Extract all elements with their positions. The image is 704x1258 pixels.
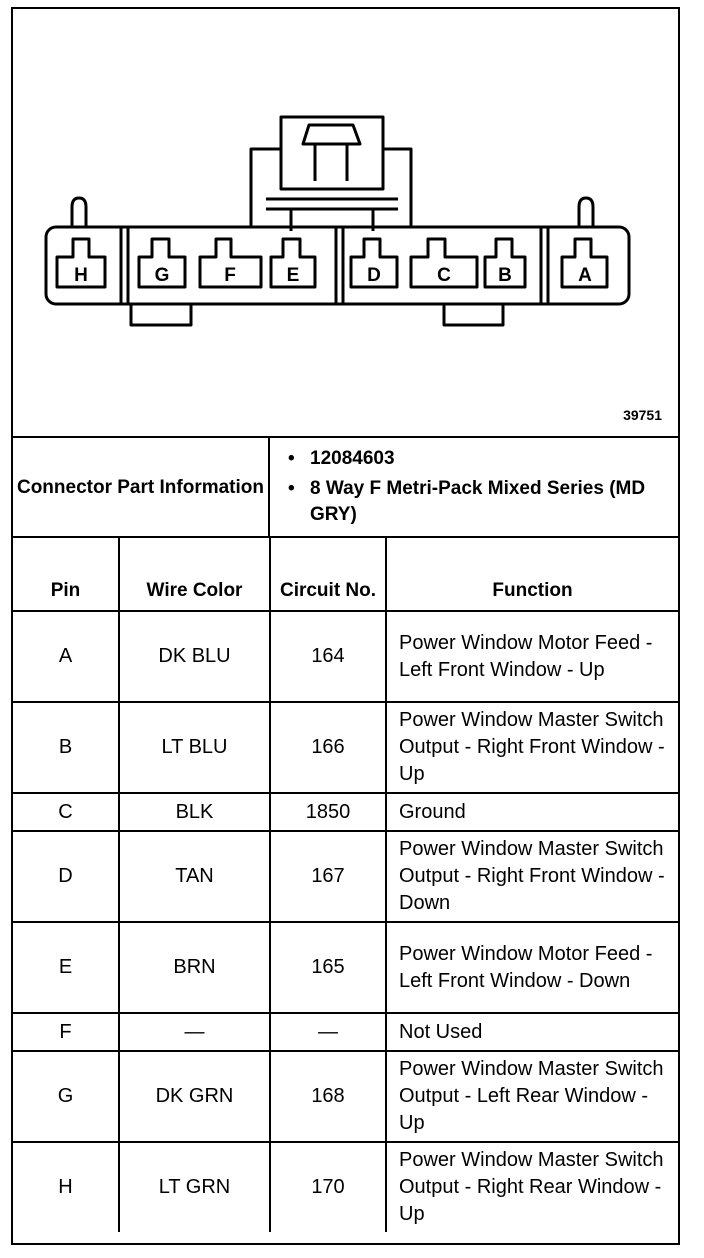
header-circuit-no: Circuit No.	[270, 537, 386, 611]
pin-cell: G	[13, 1051, 119, 1142]
pin-label-b: B	[498, 265, 512, 286]
function-cell: Not Used	[386, 1013, 678, 1051]
circuit-cell: 168	[270, 1051, 386, 1142]
table-row	[13, 831, 678, 922]
connector-sheet	[11, 7, 680, 1245]
pin-cell: H	[13, 1142, 119, 1232]
function-cell: Power Window Master Switch Output - Right Rear Window - Up	[386, 1142, 678, 1232]
pin-label-h: H	[74, 265, 88, 286]
connector-info-label: Connector Part Information	[13, 437, 269, 536]
connector-diagram	[13, 9, 678, 436]
wire-color-cell: —	[119, 1013, 270, 1051]
connector-face-drawing	[13, 9, 678, 436]
part-number: • 12084603	[310, 446, 678, 472]
pin-label-d: D	[367, 265, 381, 286]
function-cell: Power Window Master Switch Output - Left Rear Window - Up	[386, 1051, 678, 1142]
pin-cell: B	[13, 702, 119, 793]
table-row	[13, 922, 678, 1013]
pin-label-e: E	[286, 265, 300, 286]
circuit-cell: 166	[270, 702, 386, 793]
table-row	[13, 793, 678, 831]
wire-color-cell: TAN	[119, 831, 270, 922]
table-row	[13, 1051, 678, 1142]
function-cell: Power Window Master Switch Output - Right Front Window - Down	[386, 831, 678, 922]
table-row	[13, 611, 678, 702]
pin-label-c: C	[437, 265, 451, 286]
connector-info-table	[13, 436, 678, 536]
table-row	[13, 1142, 678, 1232]
circuit-cell: 164	[270, 611, 386, 702]
pin-label-f: F	[224, 265, 236, 286]
wire-color-cell: DK BLU	[119, 611, 270, 702]
figure-number: 39751	[623, 407, 662, 423]
function-cell: Power Window Motor Feed - Left Front Window - Down	[386, 922, 678, 1013]
circuit-cell: 165	[270, 922, 386, 1013]
header-function: Function	[386, 537, 678, 611]
circuit-cell: 167	[270, 831, 386, 922]
function-cell: Power Window Motor Feed - Left Front Window - Up	[386, 611, 678, 702]
function-cell: Power Window Master Switch Output - Right Front Window - Up	[386, 702, 678, 793]
wire-color-cell: LT GRN	[119, 1142, 270, 1232]
header-pin: Pin	[13, 537, 119, 611]
connector-description: • 8 Way F Metri-Pack Mixed Series (MD GRY)	[310, 476, 678, 528]
header-wire-color: Wire Color	[119, 537, 270, 611]
pin-label-a: A	[578, 265, 592, 286]
pin-cell: D	[13, 831, 119, 922]
pin-table-header	[13, 537, 678, 611]
circuit-cell: 170	[270, 1142, 386, 1232]
pin-table	[13, 536, 678, 1232]
wire-color-cell: LT BLU	[119, 702, 270, 793]
pin-cell: C	[13, 793, 119, 831]
pin-cell: F	[13, 1013, 119, 1051]
table-row	[13, 702, 678, 793]
pin-cell: A	[13, 611, 119, 702]
pin-label-g: G	[154, 265, 170, 286]
wire-color-cell: BLK	[119, 793, 270, 831]
wire-color-cell: BRN	[119, 922, 270, 1013]
wire-color-cell: DK GRN	[119, 1051, 270, 1142]
circuit-cell: —	[270, 1013, 386, 1051]
table-row	[13, 1013, 678, 1051]
function-cell: Ground	[386, 793, 678, 831]
circuit-cell: 1850	[270, 793, 386, 831]
pin-cell: E	[13, 922, 119, 1013]
connector-info-details	[269, 437, 678, 536]
